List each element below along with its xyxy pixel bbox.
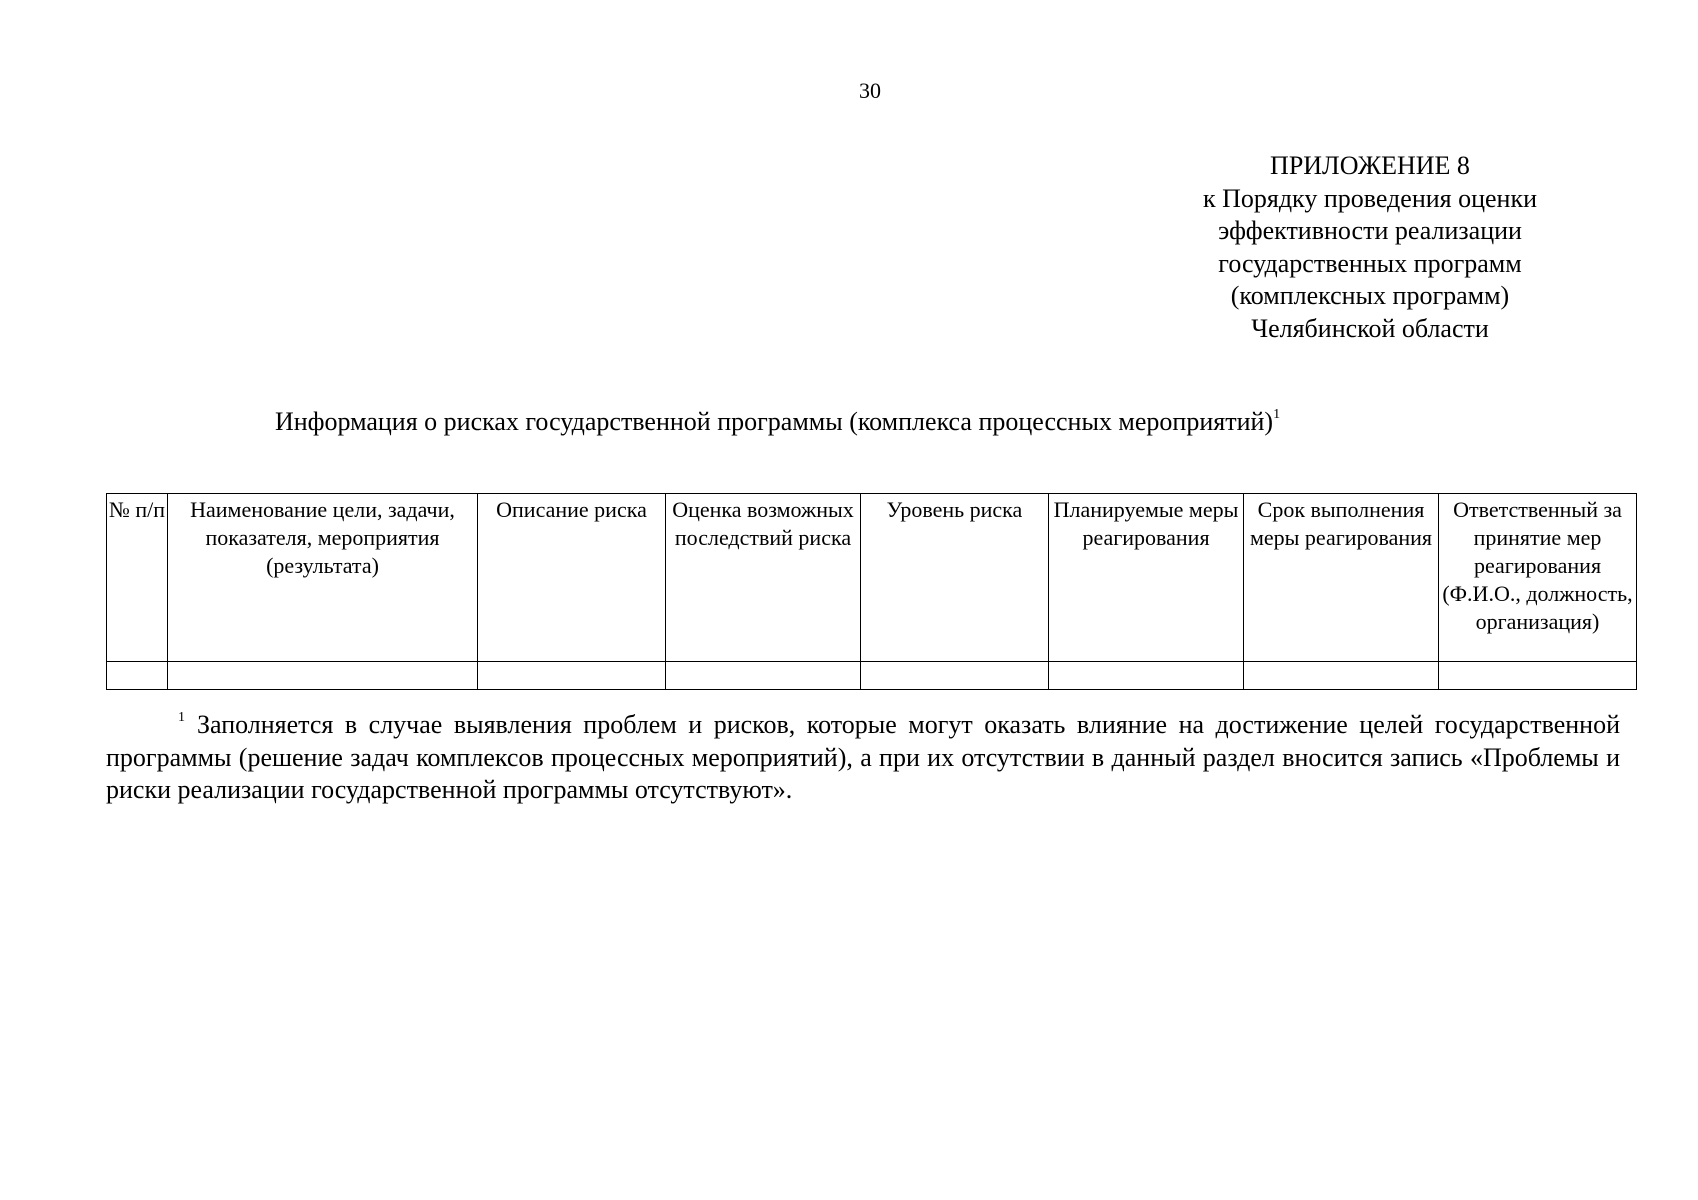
table-cell	[478, 662, 666, 690]
footnote	[106, 709, 1620, 807]
header-cell-name: Наименование цели, задачи, показателя, мероприятия (результата)	[168, 494, 478, 662]
table-cell	[107, 662, 168, 690]
table-cell	[1244, 662, 1439, 690]
header-cell-measures: Планируемые меры реагирования	[1049, 494, 1244, 662]
appendix-line: государственных программ	[1218, 248, 1522, 278]
header-cell-description: Описание риска	[478, 494, 666, 662]
header-cell-risk-level: Уровень риска	[861, 494, 1049, 662]
appendix-line: эффективности реализации	[1218, 216, 1522, 245]
footnote-mark: 1	[178, 710, 185, 725]
document-title	[0, 405, 1555, 439]
table-cell	[168, 662, 478, 690]
risk-table	[106, 493, 1637, 690]
table-cell	[1049, 662, 1244, 690]
table-cell	[861, 662, 1049, 690]
title-footnote-mark: 1	[1273, 407, 1281, 422]
appendix-line: ПРИЛОЖЕНИЕ 8	[1270, 151, 1470, 180]
appendix-line: к Порядку проведения оценки	[1202, 183, 1538, 213]
header-cell-responsible: Ответственный за принятие мер реагирования (Ф.И.О., должность, организация)	[1439, 494, 1637, 662]
table-cell	[1439, 662, 1637, 690]
footnote-text: Заполняется в случае выявления проблем и рисков, которые могут оказать влияние на достижение целей государственной программы (решение задач комплексов процессных мероприятий), а при их отсутствии в данный раздел вносится запись «Проблемы и риски реализации государственной программы отсутствуют».	[106, 710, 1620, 804]
page-number: 30	[859, 78, 881, 103]
header-cell-consequences: Оценка возможных последствий риска	[666, 494, 861, 662]
table-header-row	[107, 494, 1637, 662]
header-cell-deadline: Срок выполнения меры реагирования	[1244, 494, 1439, 662]
table-cell	[666, 662, 861, 690]
appendix-header	[1170, 150, 1570, 345]
header-cell-number: № п/п	[107, 494, 168, 662]
appendix-line: Челябинской области	[1251, 313, 1489, 343]
document-title-text: Информация о рисках государственной программы (комплекса процессных мероприятий)	[274, 407, 1274, 436]
table-row	[107, 662, 1637, 690]
appendix-line: (комплексных программ)	[1230, 281, 1510, 310]
